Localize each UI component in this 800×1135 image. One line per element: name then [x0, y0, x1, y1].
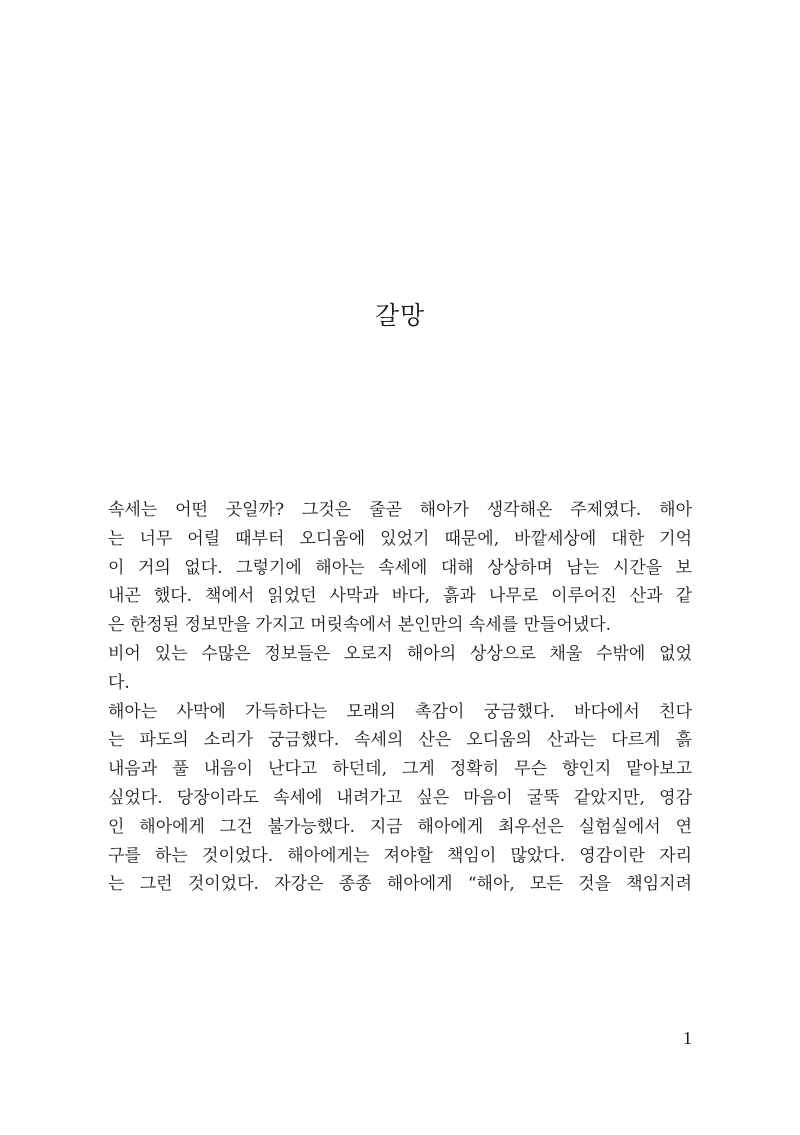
text-line: 비어 있는 수많은 정보들은 오로지 해아의 상상으로 채울 수밖에 없었: [108, 643, 692, 664]
text-line: 해아는 사막에 가득하다는 모래의 촉감이 궁금했다. 바다에서 친다: [108, 701, 692, 722]
text-line: 속세는 어떤 곳일까? 그것은 줄곧 해아가 생각해온 주제였다. 해아: [108, 500, 692, 520]
text-line: 인 해아에게 그건 불가능했다. 지금 해아에게 최우선은 실험실에서 연: [108, 816, 692, 837]
text-line: 는 너무 어릴 때부터 오디움에 있었기 때문에, 바깥세상에 대한 기억: [108, 528, 692, 549]
text-line: 는 그런 것이었다. 자강은 종종 해아에게 “해아, 모든 것을 책임지려: [108, 874, 692, 895]
text-line: 은 한정된 정보만을 가지고 머릿속에서 본인만의 속세를 만들어냈다.: [108, 615, 612, 636]
paragraph: [108, 698, 692, 900]
text-line: 내음과 풀 내음이 난다고 하던데, 그게 정확히 무슨 향인지 맡아보고: [108, 759, 692, 780]
page-number: 1: [683, 1028, 692, 1048]
chapter-title: 갈망: [374, 301, 426, 330]
body-text: [108, 496, 692, 899]
text-line: 다.: [108, 672, 130, 693]
text-line: 싶었다. 당장이라도 속세에 내려가고 싶은 마음이 굴뚝 같았지만, 영감: [108, 787, 692, 808]
paragraph: [108, 496, 692, 698]
text-line: 내곤 했다. 책에서 읽었던 사막과 바다, 흙과 나무로 이루어진 산과 같: [108, 586, 692, 607]
text-line: 구를 하는 것이었다. 해아에게는 져야할 책임이 많았다. 영감이란 자리: [108, 845, 692, 866]
text-line: 는 파도의 소리가 궁금했다. 속세의 산은 오디움의 산과는 다르게 흙: [108, 730, 692, 751]
text-line: 이 거의 없다. 그렇기에 해아는 속세에 대해 상상하며 남는 시간을 보: [108, 557, 692, 578]
